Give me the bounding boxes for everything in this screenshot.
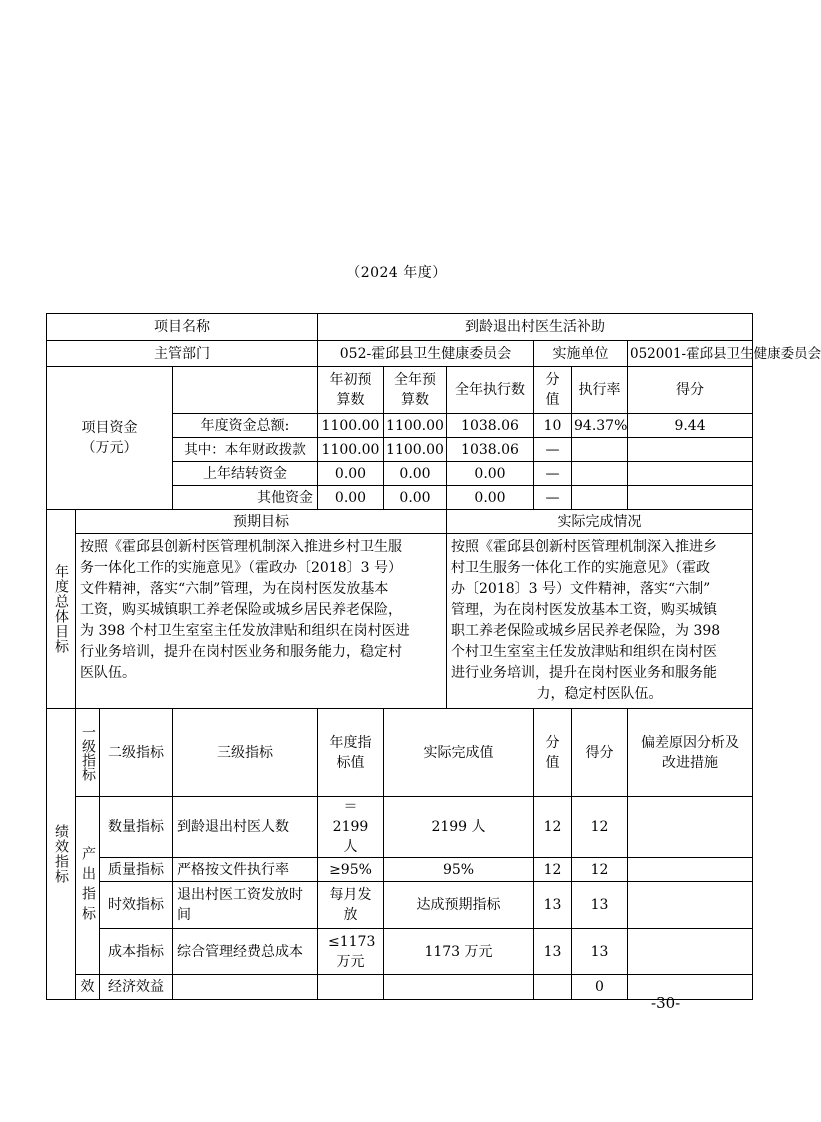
funds-header-score-value: 分值 (534, 367, 572, 414)
funds-header-initial-budget: 年初预算数 (318, 367, 384, 414)
indicator-level2: 经济效益 (100, 975, 173, 1000)
project-funds-label (47, 367, 173, 510)
expected-goal-header: 预期目标 (76, 510, 447, 534)
indicator-score-value (534, 975, 572, 1000)
funds-row-label: 年度资金总额: (173, 414, 318, 438)
indicator-level2: 成本指标 (100, 929, 173, 975)
actual-completion-line: 个村卫生室室主任发放津贴和组织在岗村医 (451, 644, 717, 660)
report-year-subtitle: （2024 年度） (346, 265, 447, 281)
indicator-level3: 严格按文件执行率 (173, 858, 318, 882)
score-header: 得分 (572, 709, 628, 797)
department-label: 主管部门 (47, 341, 318, 367)
funds-row-rate (572, 438, 628, 462)
funds-row-score-value: — (534, 462, 572, 486)
indicator-score-value: 13 (534, 929, 572, 975)
implementing-unit-label: 实施单位 (534, 341, 628, 367)
indicator-row (47, 975, 753, 1000)
indicator-score: 0 (572, 975, 628, 1000)
actual-header: 实际完成值 (384, 709, 534, 797)
indicator-score-value: 12 (534, 858, 572, 882)
score-value-header: 分值 (534, 709, 572, 797)
implementing-unit-value: 052001-霍邱县卫生健康委员会 (628, 341, 753, 367)
indicator-target: ≤1173万元 (318, 929, 384, 975)
funds-row-executed: 1038.06 (447, 414, 534, 438)
funds-row-score (628, 438, 753, 462)
expected-goal-line: 务一体化工作的实施意见》（霍政办〔2018〕3 号） (80, 560, 402, 576)
expected-goal-text (76, 534, 447, 709)
funds-row-initial: 1100.00 (318, 438, 384, 462)
goals-header-row (47, 510, 753, 534)
performance-side-text: 绩效指标 (53, 824, 69, 884)
funds-row-annual: 0.00 (384, 486, 447, 510)
expected-goal-line: 为 398 个村卫生室室主任发放津贴和组织在岗村医进 (80, 623, 410, 639)
target-header: 年度指标值 (318, 709, 384, 797)
indicator-score: 12 (572, 797, 628, 858)
indicator-analysis (628, 929, 753, 975)
indicator-target (318, 975, 384, 1000)
actual-completion-header: 实际完成情况 (447, 510, 753, 534)
indicator-level2: 质量指标 (100, 858, 173, 882)
indicator-level3: 综合管理经费总成本 (173, 929, 318, 975)
indicator-analysis (628, 975, 753, 1000)
indicator-level3: 到龄退出村医人数 (173, 797, 318, 858)
funds-row-executed: 0.00 (447, 462, 534, 486)
annual-goals-side-label (47, 510, 76, 709)
funds-row-executed: 1038.06 (447, 438, 534, 462)
funds-row-rate (572, 462, 628, 486)
expected-goal-line: 文件精神，落实“六制”管理，为在岗村医发放基本 (80, 581, 389, 597)
funds-row-executed: 0.00 (447, 486, 534, 510)
indicator-actual: 95% (384, 858, 534, 882)
output-indicator-label (76, 797, 100, 975)
department-row (47, 341, 753, 367)
actual-completion-line: 管理，为在岗村医发放基本工资，购买城镇 (451, 602, 717, 618)
goals-content-row (47, 534, 753, 709)
actual-completion-line: 村卫生服务一体化工作的实施意见》（霍政 (451, 560, 710, 576)
funds-row-label: 上年结转资金 (173, 462, 318, 486)
indicator-row (47, 797, 753, 858)
expected-goal-line: 医队伍。 (80, 665, 136, 681)
funds-row-rate: 94.37% (572, 414, 628, 438)
indicator-score: 13 (572, 882, 628, 929)
project-name-label: 项目名称 (47, 314, 318, 341)
actual-completion-text (447, 534, 753, 709)
annual-goals-side-text: 年度总体目标 (53, 564, 69, 654)
indicator-actual: 达成预期指标 (384, 882, 534, 929)
level2-header: 二级指标 (100, 709, 173, 797)
funds-row-rate (572, 486, 628, 510)
indicator-target: 每月发放 (318, 882, 384, 929)
funds-header-score: 得分 (628, 367, 753, 414)
funds-header-execution-rate: 执行率 (572, 367, 628, 414)
funds-row-initial: 1100.00 (318, 414, 384, 438)
page-number: -30- (651, 994, 681, 1012)
expected-goal-line: 行业务培训，提升在岗村医业务和服务能力，稳定村 (80, 644, 402, 660)
indicator-score-value: 12 (534, 797, 572, 858)
funds-header-blank (173, 367, 318, 414)
output-indicator-text: 产出指标 (80, 845, 96, 926)
indicator-level3: 退出村医工资发放时间 (173, 882, 318, 929)
funds-row-score-value: — (534, 438, 572, 462)
expected-goal-line: 按照《霍邱县创新村医管理机制深入推进乡村卫生服 (80, 539, 402, 555)
indicator-score-value: 13 (534, 882, 572, 929)
indicator-analysis (628, 797, 753, 858)
funds-row-score-value: 10 (534, 414, 572, 438)
funds-row-label: 其他资金 (173, 486, 318, 510)
benefit-indicator-label: 效 (76, 975, 100, 1000)
indicator-level2: 时效指标 (100, 882, 173, 929)
funds-row-annual: 1100.00 (384, 438, 447, 462)
performance-evaluation-table (46, 313, 821, 1000)
project-funds-label-line2: （万元） (81, 440, 138, 456)
funds-header-annual-budget: 全年预算数 (384, 367, 447, 414)
indicator-row (47, 929, 753, 975)
funds-row-score (628, 486, 753, 510)
actual-completion-line: 职工养老保险或城乡居民养老保险，为 398 (451, 623, 721, 639)
indicator-row (47, 858, 753, 882)
expected-goal-line: 工资，购买城镇职工养老保险或城乡居民养老保险， (80, 602, 402, 618)
indicator-target: ≥95% (318, 858, 384, 882)
funds-row-initial: 0.00 (318, 462, 384, 486)
funds-row-score (628, 462, 753, 486)
funds-row-label: 其中：本年财政拨款 (173, 438, 318, 462)
indicator-level3 (173, 975, 318, 1000)
indicator-row (47, 882, 753, 929)
project-name-row (47, 314, 753, 341)
funds-row-annual: 1100.00 (384, 414, 447, 438)
level1-header (76, 709, 100, 797)
funds-header-executed: 全年执行数 (447, 367, 534, 414)
indicator-actual: 2199 人 (384, 797, 534, 858)
indicator-actual: 1173 万元 (384, 929, 534, 975)
funds-row-initial: 0.00 (318, 486, 384, 510)
project-name-value: 到龄退出村医生活补助 (318, 314, 753, 341)
indicator-score: 12 (572, 858, 628, 882)
indicator-analysis (628, 882, 753, 929)
funds-row-score: 9.44 (628, 414, 753, 438)
funds-row-annual: 0.00 (384, 462, 447, 486)
indicator-target: ＝2199人 (318, 797, 384, 858)
actual-completion-line: 进行业务培训，提升在岗村医业务和服务能 (451, 665, 717, 681)
indicator-actual (384, 975, 534, 1000)
indicator-score: 13 (572, 929, 628, 975)
performance-side-label (47, 709, 76, 1000)
indicators-header-row (47, 709, 753, 797)
project-funds-label-line1: 项目资金 (81, 420, 138, 436)
analysis-header: 偏差原因分析及改进措施 (628, 709, 753, 797)
indicator-level2: 数量指标 (100, 797, 173, 858)
actual-completion-line: 按照《霍邱县创新村医管理机制深入推进乡 (451, 539, 717, 555)
funds-header-row (47, 367, 753, 414)
actual-completion-line: 办〔2018〕3 号）文件精神，落实“六制” (451, 581, 711, 597)
department-value: 052-霍邱县卫生健康委员会 (318, 341, 534, 367)
level1-header-text: 一级指标 (80, 724, 96, 781)
level3-header: 三级指标 (173, 709, 318, 797)
funds-row-score-value: — (534, 486, 572, 510)
indicator-analysis (628, 858, 753, 882)
actual-completion-line: 力，稳定村医队伍。 (536, 686, 663, 702)
